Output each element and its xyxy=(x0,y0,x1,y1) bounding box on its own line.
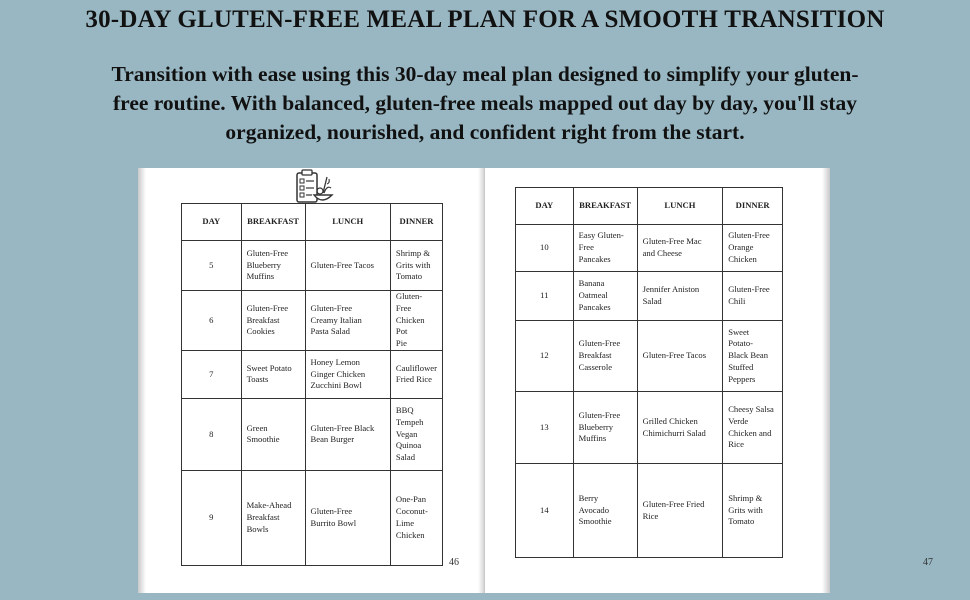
breakfast-line: Muffins xyxy=(578,433,607,444)
dinner-line: Grits with xyxy=(395,259,431,270)
breakfast-line: Blueberry xyxy=(246,259,281,270)
breakfast-line: Muffins xyxy=(246,271,275,282)
breakfast-line: Pancakes xyxy=(578,301,611,312)
breakfast-cell xyxy=(573,225,637,272)
breakfast-line: Gluten-Free xyxy=(578,409,621,420)
day-cell: 9 xyxy=(182,470,242,565)
table-row xyxy=(182,350,443,398)
lunch-line: Zucchini Bowl xyxy=(310,380,362,391)
dinner-line: Shrimp & xyxy=(728,492,763,503)
dinner-cell xyxy=(390,398,442,470)
breakfast-line: Gluten-Free xyxy=(246,247,289,258)
dinner-line: Chicken xyxy=(395,529,425,540)
dinner-line: Black Bean xyxy=(728,350,769,361)
table-row xyxy=(516,392,783,464)
breakfast-line: Oatmeal xyxy=(578,290,608,301)
dinner-line: Orange xyxy=(728,242,754,253)
dinner-line: Vegan xyxy=(395,428,418,439)
lunch-line: Gluten-Free xyxy=(310,302,353,313)
dinner-line: Pie xyxy=(395,338,407,349)
lunch-cell xyxy=(637,272,723,321)
page-number: 47 xyxy=(923,557,933,568)
breakfast-cell xyxy=(573,464,637,558)
lunch-cell xyxy=(637,464,723,558)
breakfast-cell xyxy=(573,272,637,321)
breakfast-cell xyxy=(573,321,637,392)
page-title: 30-DAY GLUTEN-FREE MEAL PLAN FOR A SMOOTH TRANSITION xyxy=(85,6,885,33)
table-row xyxy=(182,470,443,565)
lunch-line: Salad xyxy=(642,296,662,306)
dinner-line: Shrimp & xyxy=(395,247,431,258)
dinner-line: BBQ xyxy=(395,404,414,415)
dinner-line: Salad xyxy=(395,452,416,463)
open-book xyxy=(138,168,933,593)
lunch-line: Burrito Bowl xyxy=(310,517,357,528)
dinner-line: Chicken xyxy=(728,253,757,264)
lunch-cell xyxy=(637,225,723,272)
dinner-line: Lime xyxy=(395,517,415,528)
dinner-line: Sweet xyxy=(728,326,750,337)
breakfast-line: Breakfast xyxy=(578,350,612,361)
lunch-cell xyxy=(305,241,390,291)
lunch-line: Rice xyxy=(642,510,659,521)
page-subtitle xyxy=(8,60,962,147)
column-header-day: DAY xyxy=(516,188,574,225)
table-row xyxy=(182,241,443,291)
subtitle-line: Transition with ease using this 30-day meal plan designed to simplify your gluten- xyxy=(111,62,859,86)
lunch-line: Honey Lemon xyxy=(310,356,360,367)
dinner-line: Potato- xyxy=(728,338,754,349)
dinner-line: One-Pan xyxy=(395,494,426,505)
lunch-line: Gluten-Free Tacos xyxy=(642,350,707,361)
day-cell: 11 xyxy=(516,272,574,321)
dinner-line: Gluten-Free xyxy=(728,230,770,241)
day-cell: 6 xyxy=(182,291,242,351)
dinner-line: Gluten-Free xyxy=(395,291,423,313)
dinner-line: Chicken Pot xyxy=(395,314,425,337)
table-row xyxy=(516,272,783,321)
day-cell: 8 xyxy=(182,398,242,470)
dinner-line: Tomato xyxy=(728,516,755,527)
lunch-cell xyxy=(305,398,390,470)
page-number: 46 xyxy=(449,557,459,568)
dinner-cell xyxy=(723,225,783,272)
lunch-line: Gluten-Free Black xyxy=(310,422,375,433)
lunch-line: Ginger Chicken xyxy=(310,368,366,379)
breakfast-line: Gluten-Free xyxy=(246,302,289,313)
table-row xyxy=(516,464,783,558)
lunch-line: Gluten-Free xyxy=(310,506,353,517)
dinner-cell xyxy=(723,464,783,558)
dinner-line: Peppers xyxy=(728,373,756,384)
day-cell: 14 xyxy=(516,464,574,558)
page-edge xyxy=(822,168,830,593)
breakfast-cell xyxy=(241,350,305,398)
lunch-line: Gluten-Free Tacos xyxy=(310,259,374,270)
column-header-breakfast: BREAKFAST xyxy=(573,188,637,225)
breakfast-line: Green xyxy=(246,422,268,433)
breakfast-cell xyxy=(241,291,305,351)
table-row xyxy=(516,225,783,272)
breakfast-line: Smoothie xyxy=(578,516,612,527)
breakfast-line: Make-Ahead xyxy=(246,500,292,511)
dinner-cell xyxy=(723,321,783,392)
dinner-line: Tomato xyxy=(395,271,423,282)
meal-plan-clipboard-icon xyxy=(294,169,334,205)
dinner-line: Grits with xyxy=(728,504,763,515)
dinner-line: Cheesy Salsa xyxy=(728,403,774,414)
dinner-line: Coconut- xyxy=(395,506,428,517)
meal-plan-table-right xyxy=(515,187,783,558)
lunch-line: Grilled Chicken xyxy=(642,415,698,426)
table-row xyxy=(182,398,443,470)
breakfast-line: Breakfast xyxy=(246,512,280,523)
dinner-line: Verde xyxy=(728,415,749,426)
table-row xyxy=(516,321,783,392)
dinner-line: Chicken and xyxy=(728,427,772,438)
dinner-line: Rice xyxy=(728,439,744,450)
breakfast-cell xyxy=(241,398,305,470)
breakfast-cell xyxy=(241,241,305,291)
lunch-line: Creamy Italian xyxy=(310,314,362,325)
breakfast-line: Banana xyxy=(578,278,605,289)
breakfast-cell xyxy=(241,470,305,565)
day-cell: 5 xyxy=(182,241,242,291)
breakfast-line: Blueberry xyxy=(578,421,613,432)
dinner-line: Fried Rice xyxy=(395,374,432,385)
breakfast-line: Avocado xyxy=(578,504,610,515)
lunch-line: Bean Burger xyxy=(310,434,355,445)
breakfast-line: Pancakes xyxy=(578,253,611,264)
dinner-cell xyxy=(723,272,783,321)
subtitle-line: free routine. With balanced, gluten-free meals mapped out day by day, you'll stay xyxy=(113,91,857,115)
breakfast-line: Cookies xyxy=(246,326,275,337)
breakfast-line: Smoothie xyxy=(246,434,280,445)
column-header-dinner: DINNER xyxy=(723,188,783,225)
breakfast-line: Easy Gluten- xyxy=(578,230,624,241)
day-cell: 7 xyxy=(182,350,242,398)
lunch-cell xyxy=(637,321,723,392)
page-edge xyxy=(138,168,146,593)
table-row xyxy=(182,291,443,351)
day-cell: 13 xyxy=(516,392,574,464)
lunch-line: and Cheese xyxy=(642,248,682,258)
breakfast-cell xyxy=(573,392,637,464)
breakfast-line: Bowls xyxy=(246,523,269,534)
dinner-line: Cauliflower xyxy=(395,362,437,373)
column-header-lunch: LUNCH xyxy=(637,188,723,225)
lunch-cell xyxy=(637,392,723,464)
lunch-cell xyxy=(305,350,390,398)
dinner-cell xyxy=(390,241,442,291)
breakfast-line: Casserole xyxy=(578,361,613,372)
day-cell: 10 xyxy=(516,225,574,272)
lunch-line: Gluten-Free Mac xyxy=(642,236,702,247)
column-header-dinner: DINNER xyxy=(390,204,442,241)
lunch-cell xyxy=(305,470,390,565)
left-page xyxy=(138,168,483,593)
meal-plan-table-left xyxy=(181,203,443,566)
dinner-cell xyxy=(390,350,442,398)
dinner-line: Quinoa xyxy=(395,440,422,451)
lunch-cell xyxy=(305,291,390,351)
dinner-cell xyxy=(390,291,442,351)
day-cell: 12 xyxy=(516,321,574,392)
lunch-line: Gluten-Free Fried xyxy=(642,498,705,509)
right-page xyxy=(485,168,933,593)
lunch-line: Pasta Salad xyxy=(310,326,350,337)
lunch-line: Chimichurri Salad xyxy=(642,427,706,438)
breakfast-line: Gluten-Free xyxy=(578,338,621,349)
dinner-cell xyxy=(723,392,783,464)
breakfast-line: Toasts xyxy=(246,374,269,385)
column-header-breakfast: BREAKFAST xyxy=(241,204,305,241)
dinner-line: Chili xyxy=(728,296,746,306)
breakfast-line: Sweet Potato xyxy=(246,362,292,373)
lunch-line: Jennifer Aniston xyxy=(642,284,700,295)
dinner-line: Tempeh xyxy=(395,416,424,427)
breakfast-line: Free xyxy=(578,242,594,253)
dinner-line: Gluten-Free xyxy=(728,284,770,295)
dinner-line: Stuffed xyxy=(728,361,754,372)
breakfast-line: Breakfast xyxy=(246,314,280,325)
column-header-day: DAY xyxy=(182,204,242,241)
subtitle-line: organized, nourished, and confident right from the start. xyxy=(225,120,745,144)
column-header-lunch: LUNCH xyxy=(305,204,390,241)
breakfast-line: Berry xyxy=(578,492,599,503)
dinner-cell xyxy=(390,470,442,565)
